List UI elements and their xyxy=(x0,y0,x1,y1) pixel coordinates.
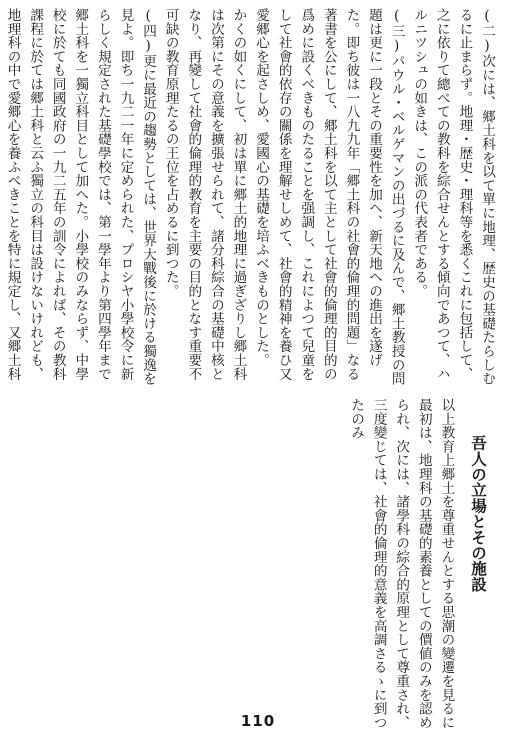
paragraph-three: (三)パウル・ベルゲマンの出づるに及んで、郷土教授の問題は更に一段とその重要性を加へ、新天地への進出を遂げた。即ち彼は一八九九年「郷土科の社會的倫理的問題」なる著書を公にして、郷土科を以て主として社會的倫理的目的の爲めに設くべきものたることを强調し、これによつて兒童をして社會的依存の關係を理解せしめて、社會的精神を養ひ又愛郷心を起さしめ、愛國心の基礎を培ふべきものとした。 xyxy=(253,8,405,386)
paragraph-summary: かくの如くにして、初は單に郷土的地理に過ぎざりし郷土科は次第にその意義を擴張せられて、諸分科綜合の基礎中核となり、再變して社會的倫理的教育を主要の目的となす重要不可缺の教育原理たるの王位を占めるに到つた。 xyxy=(162,8,247,381)
paragraph-four: (四)更に最近の趨勢としては、世界大戰後に於ける獨逸を見よ。即ち一九二一年に定められた、プロシヤ小學校令に新らしく規定された基礎學校では、第一學年より第四學年まで郷土科を一獨立科目として加へた。小學校のみならず、中學校に於ても同國政府の一九二五年の訓令によれば、その教科課程に於ては郷土科と云ふ獨立の科目は設けないけれども、地理科の中で愛郷心を養ふべきことを特に規定し、又郷土科 xyxy=(4,8,157,386)
paragraph-two: (二)次には、郷土科を以て單に地理、歴史の基礎たらしむるに止まらず。地理・歴史・理科等を悉くこれに包括して、之に依りて總べての教科を綜合せんとする傾向であつて、ハルニツシュの如きは、この派の代表者である。 xyxy=(411,8,495,386)
page-number: 110 xyxy=(240,712,276,730)
upper-text-block xyxy=(4,8,498,386)
section-heading: 吾人の立場とその施設 xyxy=(469,435,487,593)
lower-text-block xyxy=(8,398,498,734)
section-body: 以上教育上郷土を尊重せんとする思潮の變遷を見るに最初は、地理科の基礎的素養としての價値のみを認められ、次には、諸學科の綜合的原理として尊重され、三度變じては、社會的倫理的意義を高調さるゝに到つたのみ xyxy=(348,398,455,730)
